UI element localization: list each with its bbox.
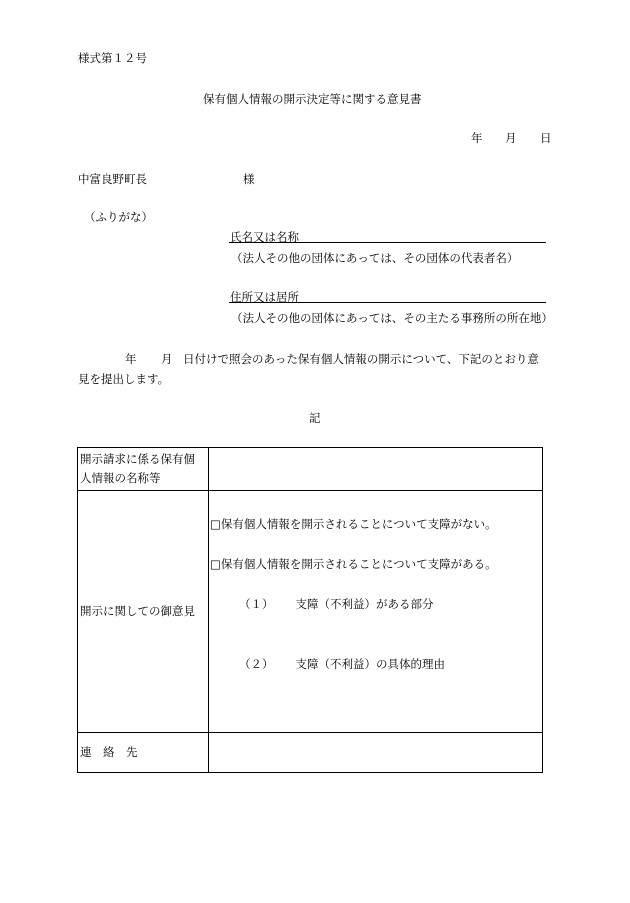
table-row-contact	[78, 733, 543, 773]
contact-value[interactable]	[209, 733, 543, 773]
body-year: 年	[125, 352, 137, 366]
name-underline	[229, 242, 546, 243]
option-issue-checkbox[interactable]: □保有個人情報を開示されることについて支障がある。	[210, 557, 497, 571]
opinion-cell	[209, 491, 543, 733]
address-underline	[229, 302, 546, 303]
furigana-label: （ふりがな）	[84, 210, 153, 224]
name-note: （法人その他の団体にあっては、その団体の代表者名）	[231, 251, 519, 265]
sub-item-1-text: 支障（不利益）がある部分	[295, 597, 434, 611]
date-day: 日	[540, 131, 552, 145]
body-month: 月	[161, 352, 173, 366]
sub-item-1-number: （１）	[239, 597, 274, 611]
sub-item-2-number: （２）	[239, 657, 274, 671]
form-number: 様式第１２号	[78, 51, 147, 65]
sub-item-2	[239, 655, 445, 674]
date-month: 月	[505, 131, 517, 145]
info-name-value[interactable]	[209, 448, 543, 491]
sub-item-1	[239, 595, 434, 614]
contact-label: 連 絡 先	[78, 733, 209, 773]
address-label: 住所又は居所	[230, 290, 299, 304]
option-no-issue-checkbox[interactable]: □保有個人情報を開示されることについて支障がない。	[210, 517, 497, 531]
address-note: （法人その他の団体にあっては、その主たる事務所の所在地）	[231, 311, 553, 325]
document-title: 保有個人情報の開示決定等に関する意見書	[203, 92, 422, 106]
name-label: 氏名又は名称	[230, 230, 299, 244]
addressee-name: 中富良野町長	[78, 172, 147, 186]
table-row-info-name	[78, 448, 543, 491]
date-year: 年	[471, 131, 483, 145]
body-line1-text: 日付けで照会のあった保有個人情報の開示について、下記のとおり意	[183, 352, 539, 366]
table-row-opinion	[78, 491, 543, 733]
sub-item-2-text: 支障（不利益）の具体的理由	[295, 657, 445, 671]
info-name-label: 開示請求に係る保有個人情報の名称等	[78, 448, 209, 491]
opinion-label: 開示に関しての御意見	[78, 491, 209, 733]
ki-heading: 記	[309, 411, 321, 425]
opinion-table	[77, 447, 543, 773]
addressee-honorific: 様	[243, 172, 255, 186]
body-line2: 見を提出します。	[78, 372, 170, 386]
